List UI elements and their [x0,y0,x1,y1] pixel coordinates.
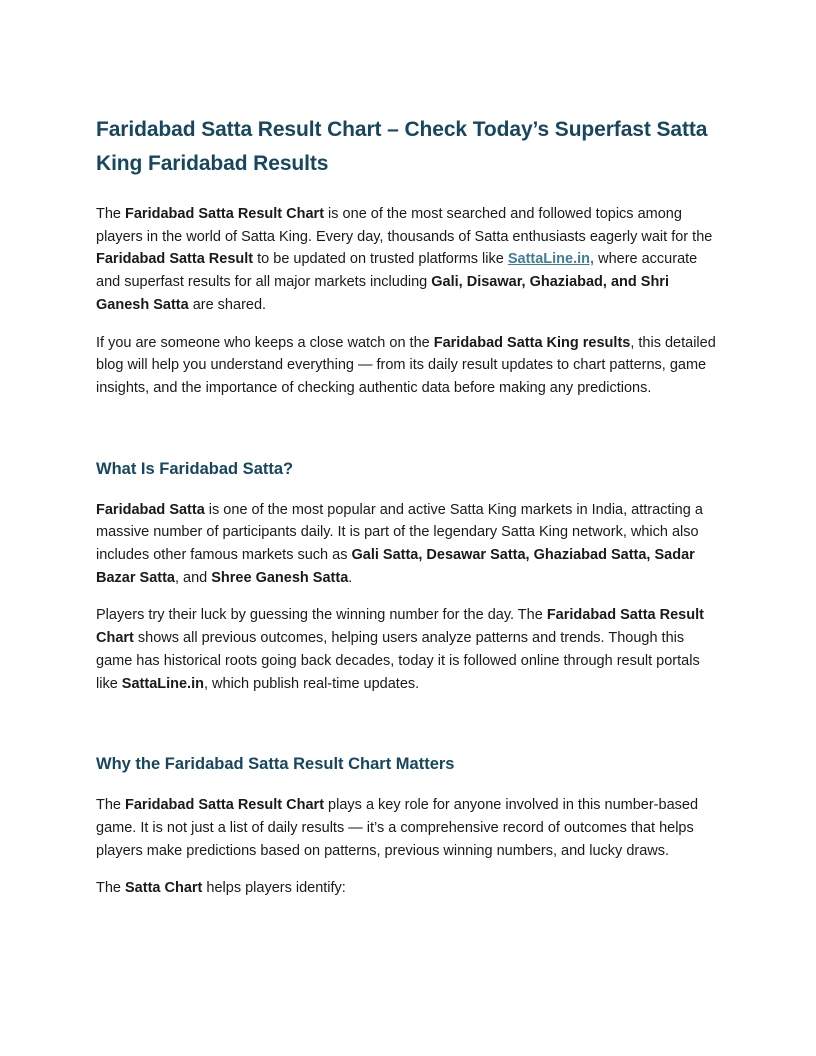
intro-bold-3: Gali, Disawar, Ghaziabad, and Shri Ganesh Satta [96,274,669,313]
why-p1-text-1: The [96,797,126,814]
what-p1-bold-3: Shree Ganesh Satta [211,569,349,586]
page-title: Faridabad Satta Result Chart – Check Today’s Superfast Satta King Faridabad Results [96,118,708,175]
what-p2-bold-2: SattaLine.in [121,675,204,692]
section-heading-what: What Is Faridabad Satta? [96,459,294,478]
intro-text-1: The [96,206,126,222]
what-p2-text-1: Players try their luck by guessing the winning number for the day. The [96,607,547,624]
what-p1-bold-1: Faridabad Satta [96,501,205,518]
intro-bold-2: Faridabad Satta Result [96,251,254,268]
what-paragraph-1 [96,499,720,590]
intro-text-4: where accurate and superfast results for all major markets including [96,251,698,291]
section-heading-why: Why the Faridabad Satta Result Chart Matters [96,755,455,774]
why-p2-text-1: The [96,880,126,897]
what-p1-text-2: , and [174,569,212,586]
what-p2-text-2: shows all previous outcomes, helping users analyze patterns and trends. Though this game has historical roots going back decades, today it is followed online through result portals like [96,630,700,692]
why-paragraph-1 [96,794,720,862]
why-p1-text-2: plays a key role for anyone involved in this number-based game. It is not just a list of daily results — it’s a comprehensive record of outcomes that helps players make predictions based on patterns, previous winning numbers, and lucky draws. [96,797,699,859]
intro-text-2: is one of the most searched and followed topics among players in the world of Satta King. Every day, thousands of Satta enthusiasts eagerly wait for the [96,206,713,245]
why-p2-bold-1: Satta Chart [125,880,203,897]
intro-text-5: are shared. [188,296,267,313]
second-paragraph [96,332,720,400]
second-text-2: , this detailed blog will help you understand everything — from its daily result updates to chart patterns, game insights, and the importance of checking authentic data before making any predictions. [96,334,716,396]
what-p2-bold-1: Faridabad Satta Result Chart [96,607,704,647]
what-p2-text-3: , which publish real-time updates. [203,675,420,692]
why-p1-bold-1: Faridabad Satta Result Chart [125,797,325,814]
why-p2-text-2: helps players identify: [202,880,346,897]
intro-paragraph [96,203,720,317]
what-paragraph-2 [96,604,720,695]
second-bold-1: Faridabad Satta King results [433,334,631,351]
intro-text-3: to be updated on trusted platforms like [253,251,508,268]
second-text-1: If you are someone who keeps a close watch on the [96,334,434,351]
why-paragraph-2 [96,877,720,900]
what-p1-bold-2: Gali Satta, Desawar Satta, Ghaziabad Satta, Sadar Bazar Satta [96,547,695,586]
what-p1-text-3: . [348,569,353,586]
sattaline-link[interactable]: SattaLine.in, [507,251,595,268]
intro-bold-1: Faridabad Satta Result Chart [125,206,325,222]
what-p1-text-1: is one of the most popular and active Satta King markets in India, attracting a massive number of participants daily. It is part of the legendary Satta King network, which also includes other famous markets such as [96,501,703,564]
